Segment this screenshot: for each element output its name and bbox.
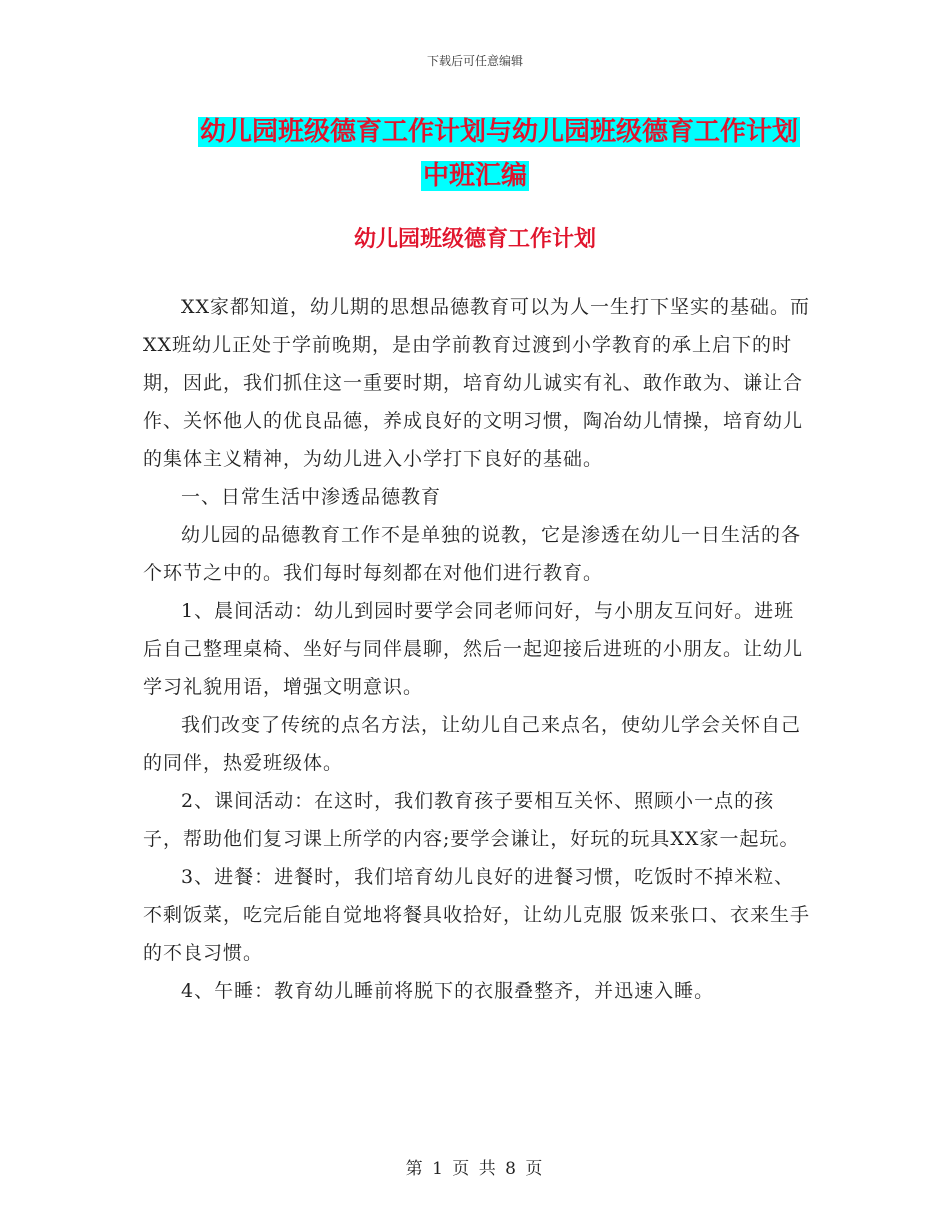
paragraph-nap: 4、午睡：教育幼儿睡前将脱下的衣服叠整齐，并迅速入睡。	[181, 980, 715, 1002]
document-title-line2: 中班汇编	[422, 161, 527, 191]
document-title	[0, 110, 950, 198]
paragraph-morning-activity: 1、晨间活动：幼儿到园时要学会同老师问好，与小朋友互问好。进班后自己整理桌椅、坐好与同伴晨聊，然后一起迎接后进班的小朋友。让幼儿学习礼貌用语，增强文明意识。	[143, 600, 804, 698]
section-title: 幼儿园班级德育工作计划	[353, 227, 596, 252]
document-title-line1: 幼儿园班级德育工作计划与幼儿园班级德育工作计划	[199, 117, 798, 147]
paragraph-roll-call: 我们改变了传统的点名方法，让幼儿自己来点名，使幼儿学会关怀自己的同伴，热爱班级体。	[143, 714, 802, 774]
page-number: 第 1 页 共 8 页	[405, 1159, 545, 1179]
document-body	[143, 288, 811, 1010]
page-header-note: 下载后可任意编辑	[426, 54, 523, 68]
paragraph-heading-daily-life: 一、日常生活中渗透品德教育	[181, 486, 442, 508]
paragraph-meals: 3、进餐：进餐时，我们培育幼儿良好的进餐习惯，吃饭时不掉米粒、不剩饭菜，吃完后能自觉地将餐具收拾好，让幼儿克服 饭来张口、衣来生手 的不良习惯。	[143, 866, 811, 964]
paragraph-break-activity: 2、课间活动：在这时，我们教育孩子要相互关怀、照顾小一点的孩子，帮助他们复习课上所学的内容;要学会谦让，好玩的玩具XX家一起玩。	[143, 790, 800, 850]
paragraph-intro: XX家都知道，幼儿期的思想品德教育可以为人一生打下坚实的基础。而XX班幼儿正处于学前晚期，是由学前教育过渡到小学教育的承上启下的时期，因此，我们抓住这一重要时期，培育幼儿诚实有礼、敢作敢为、谦让合作、关怀他人的优良品德，养成良好的文明习惯，陶冶幼儿情操，培育幼儿的集体主义精神，为幼儿进入小学打下良好的基础。	[143, 296, 811, 470]
paragraph-daily-life: 幼儿园的品德教育工作不是单独的说教，它是渗透在幼儿一日生活的各个环节之中的。我们每时每刻都在对他们进行教育。	[143, 524, 802, 584]
